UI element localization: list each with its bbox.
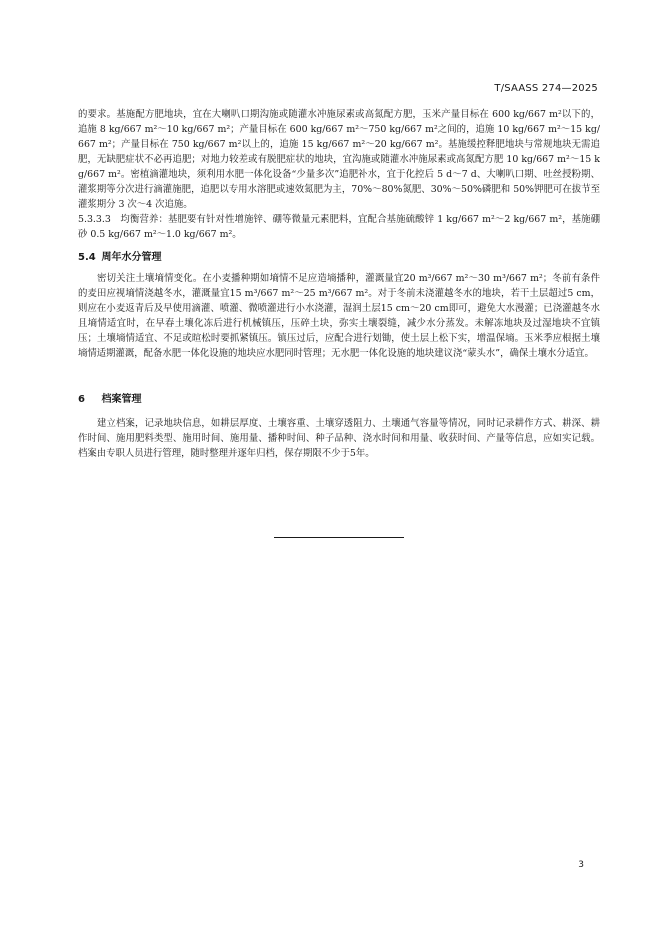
clause-5-3-3-3: 5.3.3.3 均衡营养：基肥要有针对性增施锌、硼等微量元素肥料，宜配合基施硫酸锌 1 kg/667 m²～2 kg/667 m²，基施硼砂 0.5 kg/667 m²～1.0 kg/667 m²。 [78, 214, 600, 240]
document-body [78, 107, 600, 461]
end-divider [274, 537, 404, 538]
section-title: 周年水分管理 [101, 252, 162, 263]
standard-code: T/SAASS 274—2025 [494, 83, 598, 94]
section-heading-6 [78, 393, 600, 407]
section-number: 5.4 [78, 252, 96, 263]
paragraph-records: 建立档案，记录地块信息，如耕层厚度、土壤容重、土壤穿透阻力、土壤通气容量等情况，同时记录耕作方式、耕深、耕作时间、施用肥料类型、施用时间、施用量、播种时间、种子品种、浇水时间和用量、收获时间、产量等信息，应如实记载。档案由专职人员进行管理，随时整理并逐年归档，保存期限不少于5年。 [78, 418, 600, 459]
section-heading-5-4 [78, 251, 600, 265]
section-title: 档案管理 [101, 394, 142, 405]
section-number: 6 [78, 394, 85, 405]
paragraph-water-management: 密切关注土壤墒情变化。在小麦播种期如墒情不足应造墒播种，灌溉量宜20 m³/667 m²～30 m³/667 m²；冬前有条件的麦田应视墒情浇越冬水，灌溉量宜15 m³/667 m²～25 m³/667 m²。对于冬前未浇灌越冬水的地块，若干土层超过5 cm，则应在小麦返青后及早使用滴灌、喷灌、微喷灌进行小水浇灌，湿润土层15 cm～20 cm即可，避免大水漫灌；已浇灌越冬水且墒情适宜时，在早春土壤化冻后进行机械镇压，压碎土块，弥实土壤裂缝，减少水分蒸发。未解冻地块及过湿地块不宜镇压；土壤墒情适宜、不足或暄松时要抓紧镇压。镇压过后，应配合进行划锄，使土层上松下实，增温保墒。玉米季应根据土壤墒情适期灌溉，配备水肥一体化设施的地块应水肥同时管理；无水肥一体化设施的地块建议浇“蒙头水”，确保土壤水分适宜。 [78, 273, 600, 359]
page-number: 3 [578, 860, 584, 870]
paragraph-topdressing: 的要求。基施配方肥地块，宜在大喇叭口期沟施或随灌水冲施尿素或高氮配方肥，玉米产量目标在 600 kg/667 m²以下的，追施 8 kg/667 m²～10 kg/667 m²；产量目标在 600 kg/667 m²～750 kg/667 m²之间的，追施 10 kg/667 m²～15 kg/667 m²；产量目标在 750 kg/667 m²以上的，追施 15 kg/667 m²～20 kg/667 m²。基施缓控释肥地块与常规地块无需追肥，无缺肥症状不必再追肥；对地力较差或有脱肥症状的地块，宜沟施或随灌水冲施尿素或高氮配方肥 10 kg/667 m²～15 kg/667 m²。密植滴灌地块，须利用水肥一体化设备“少量多次”追肥补水，宜于化控后 5 d～7 d、大喇叭口期、吐丝授粉期、灌浆期等分次进行滴灌施肥，追肥以专用水溶肥或速效氮肥为主，70%～80%氮肥、30%～50%磷肥和 50%钾肥可在拔节至灌浆期分 3 次～4 次追施。 [78, 109, 600, 210]
